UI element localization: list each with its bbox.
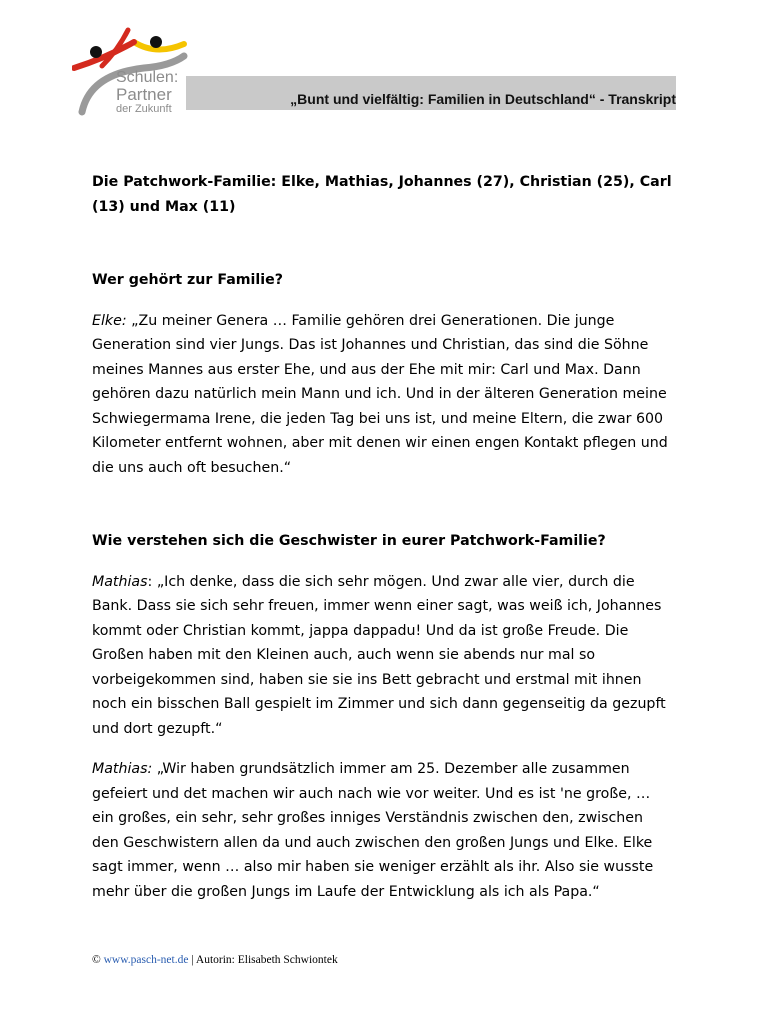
header-bar	[186, 76, 676, 110]
paragraph-text: „Wir haben grundsätzlich immer am 25. Dezember alle zusammen gefeiert und det machen wir auch nach wie vor weiter. Und es ist 'ne große, … ein großes, ein sehr, sehr großes inniges Verständnis zwischen den, zwischen den Geschwistern allen da und auch zwischen den großen Jungs und Elke. Elke sagt immer, wenn … also mir haben sie weniger erzählt als ihr. Also sie wusste mehr über die großen Jungs im Laufe der Entwicklung als ich als Papa.“	[92, 761, 654, 900]
section-heading: Wer gehört zur Familie?	[92, 272, 283, 288]
logo-text-line2: Partner	[116, 85, 172, 104]
speaker-label: Mathias	[92, 573, 148, 590]
logo-text-line1: Schulen:	[116, 69, 179, 86]
copyright-symbol: ©	[92, 954, 101, 966]
paragraph	[92, 757, 674, 904]
paragraph-text: : „Ich denke, dass die sich sehr mögen. Und zwar alle vier, durch die Bank. Dass sie sich sehr freuen, immer wenn einer sagt, was weiß ich, Johannes kommt oder Christian kommt, jappa dappadu! Und da ist große Freude. Die Großen haben mit den Kleinen auch, auch wenn sie abends nur mal so vorbeigekommen sind, haben sie sie ins Bett gebracht und erstmal mit ihnen noch ein bisschen Ball gespielt im Zimmer und sich dann gegenseitig da gezupft und dort gezupft.“	[92, 573, 666, 737]
logo-text-line3: der Zukunft	[116, 103, 172, 115]
paragraph	[92, 570, 674, 742]
document-title: Die Patchwork-Familie: Elke, Mathias, Johannes (27), Christian (25), Carl (13) und Max (11)	[92, 174, 672, 215]
document-body	[92, 170, 674, 904]
footer-author: Autorin: Elisabeth Schwiontek	[195, 954, 338, 966]
section-heading: Wie verstehen sich die Geschwister in eurer Patchwork-Familie?	[92, 533, 606, 549]
speaker-label: Elke:	[92, 312, 127, 329]
paragraph	[92, 309, 674, 481]
footer-separator: |	[188, 954, 196, 966]
paragraph-text: „Zu meiner Genera … Familie gehören drei Generationen. Die junge Generation sind vier Jungs. Das ist Johannes und Christian, das sind die Söhne meines Mannes aus erster Ehe, und aus der Ehe mit mir: Carl und Max. Dann gehören dazu natürlich mein Mann und ich. Und in der älteren Generation meine Schwiegermama Irene, die jeden Tag bei uns ist, und meine Eltern, die zwar 600 Kilometer entfernt wohnen, aber mit denen wir einen engen Kontakt pflegen und die uns auch oft besuchen.“	[92, 312, 668, 476]
footer	[92, 954, 338, 966]
header-title: „Bunt und vielfältig: Familien in Deutschland“ - Transkript	[290, 91, 676, 107]
footer-link[interactable]: www.pasch-net.de	[103, 954, 189, 966]
speaker-label: Mathias:	[92, 761, 153, 777]
